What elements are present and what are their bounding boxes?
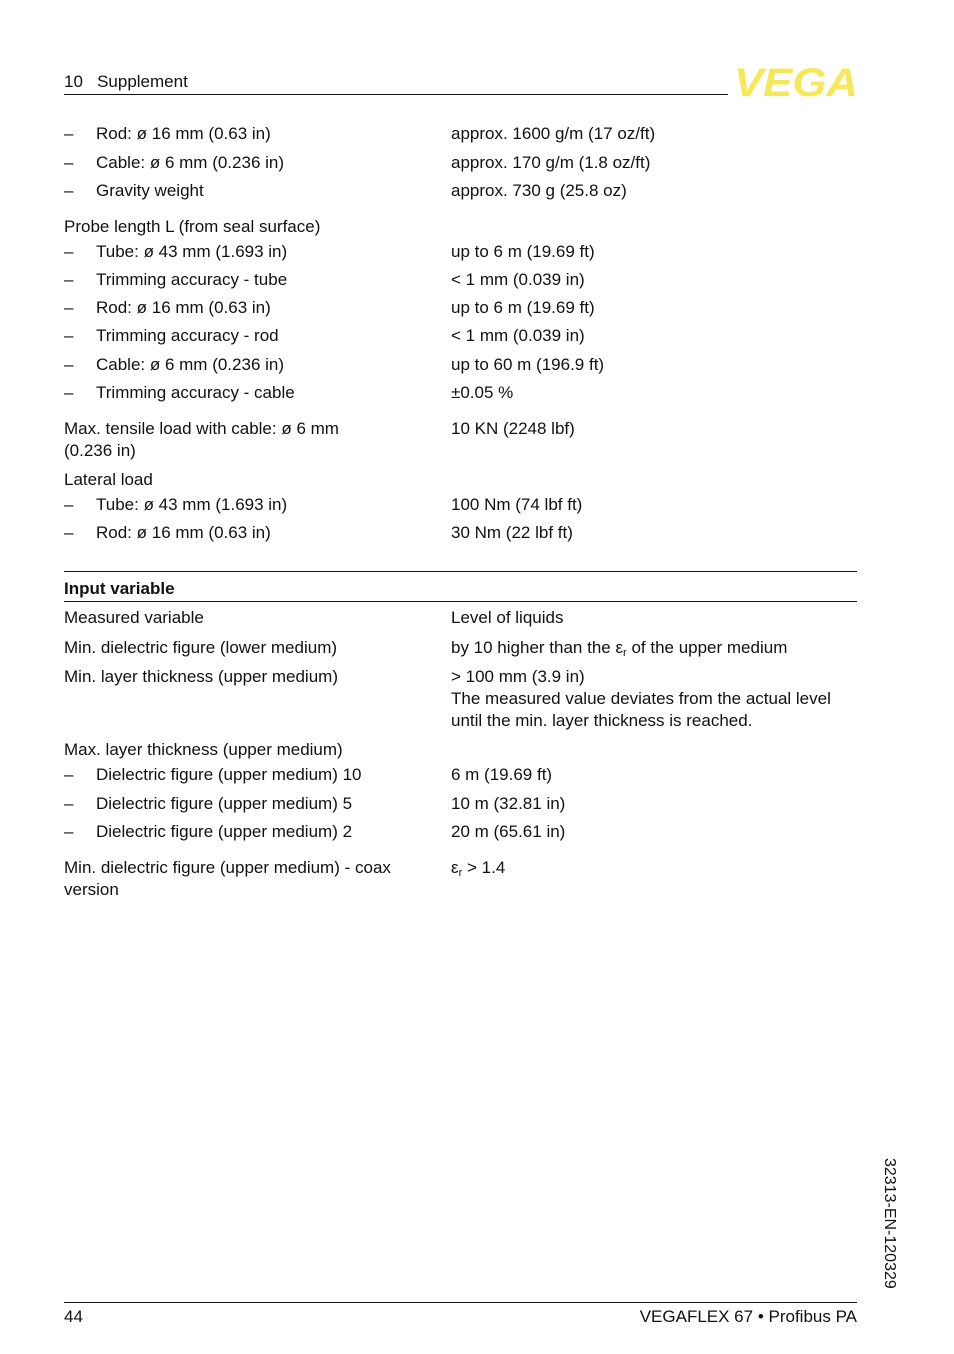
bullet-dash: – (64, 153, 74, 172)
page-number: 44 (64, 1307, 83, 1326)
bullet-dash: – (64, 794, 74, 813)
spec-label: Rod: ø 16 mm (0.63 in) (96, 523, 271, 542)
spec-value: < 1 mm (0.039 in) (451, 326, 585, 345)
min-layer-value (451, 666, 871, 732)
bullet-dash: – (64, 765, 74, 784)
spec-label: Tube: ø 43 mm (1.693 in) (96, 495, 288, 514)
value-line: > 100 mm (3.9 in) (451, 667, 585, 686)
value-line: The measured value deviates from the actual level (451, 689, 831, 708)
header-rule (64, 94, 728, 95)
spec-value: up to 6 m (19.69 ft) (451, 242, 595, 261)
value-text: > 1.4 (462, 858, 506, 877)
bullet-dash: – (64, 270, 74, 289)
bullet-dash: – (64, 181, 74, 200)
min-diel-lower-label: Min. dielectric figure (lower medium) (64, 638, 338, 657)
logo-text: VEGA (734, 64, 858, 100)
bullet-dash: – (64, 523, 74, 542)
bullet-dash: – (64, 298, 74, 317)
spec-label: Dielectric figure (upper medium) 10 (96, 765, 362, 784)
value-text: by 10 higher than the ε (451, 638, 624, 657)
spec-label: Rod: ø 16 mm (0.63 in) (96, 298, 271, 317)
spec-label: Trimming accuracy - rod (96, 326, 279, 345)
probe-length-heading: Probe length L (from seal surface) (64, 217, 321, 236)
spec-label: Trimming accuracy - cable (96, 383, 295, 402)
measured-value: Level of liquids (451, 608, 564, 627)
value-text: of the upper medium (626, 638, 788, 657)
bullet-dash: – (64, 822, 74, 841)
spec-label: Dielectric figure (upper medium) 2 (96, 822, 353, 841)
value-text: ε (451, 858, 459, 877)
spec-label: Trimming accuracy - tube (96, 270, 288, 289)
spec-label: Cable: ø 6 mm (0.236 in) (96, 355, 285, 374)
coax-label-line2: version (64, 880, 119, 899)
spec-value: up to 60 m (196.9 ft) (451, 355, 605, 374)
measured-label: Measured variable (64, 608, 204, 627)
tensile-label-line1: Max. tensile load with cable: ø 6 mm (64, 419, 339, 438)
spec-value: 30 Nm (22 lbf ft) (451, 523, 573, 542)
spec-label: Gravity weight (96, 181, 204, 200)
footer-rule (64, 1302, 857, 1303)
spec-label: Rod: ø 16 mm (0.63 in) (96, 124, 271, 143)
bullet-dash: – (64, 326, 74, 345)
spec-value: 20 m (65.61 in) (451, 822, 566, 841)
header-section: 10 Supplement (64, 72, 188, 91)
min-layer-label: Min. layer thickness (upper medium) (64, 667, 338, 686)
lateral-heading: Lateral load (64, 470, 153, 489)
spec-value: up to 6 m (19.69 ft) (451, 298, 595, 317)
spec-value: < 1 mm (0.039 in) (451, 270, 585, 289)
spec-value: ±0.05 % (451, 383, 514, 402)
bullet-dash: – (64, 383, 74, 402)
doc-code (870, 1158, 910, 1304)
bullet-dash: – (64, 124, 74, 143)
subscript: r (458, 867, 463, 879)
section-rule-bottom (64, 601, 857, 602)
spec-value: approx. 730 g (25.8 oz) (451, 181, 627, 200)
product-name: VEGAFLEX 67 • Profibus PA (639, 1307, 857, 1326)
spec-value: 10 m (32.81 in) (451, 794, 566, 813)
spec-value: 100 Nm (74 lbf ft) (451, 495, 583, 514)
bullet-dash: – (64, 355, 74, 374)
bullet-dash: – (64, 242, 74, 261)
spec-label: Cable: ø 6 mm (0.236 in) (96, 153, 285, 172)
section-title: Input variable (64, 579, 175, 598)
bullet-dash: – (64, 495, 74, 514)
spec-value: approx. 1600 g/m (17 oz/ft) (451, 124, 656, 143)
coax-label (64, 857, 434, 901)
vega-logo (734, 64, 858, 100)
subscript: r (623, 647, 627, 659)
max-layer-heading: Max. layer thickness (upper medium) (64, 740, 343, 759)
value-line: until the min. layer thickness is reached. (451, 711, 753, 730)
tensile-label (64, 418, 434, 462)
tensile-value: 10 KN (2248 lbf) (451, 419, 575, 438)
coax-value (451, 857, 871, 879)
doc-code-text: 32313-EN-120329 (881, 1158, 898, 1289)
spec-label: Tube: ø 43 mm (1.693 in) (96, 242, 288, 261)
min-diel-lower-value (451, 637, 871, 659)
spec-label: Dielectric figure (upper medium) 5 (96, 794, 353, 813)
tensile-label-line2: (0.236 in) (64, 441, 136, 460)
spec-value: 6 m (19.69 ft) (451, 765, 553, 784)
coax-label-line1: Min. dielectric figure (upper medium) - coax (64, 858, 391, 877)
section-rule-top (64, 571, 857, 572)
spec-value: approx. 170 g/m (1.8 oz/ft) (451, 153, 651, 172)
